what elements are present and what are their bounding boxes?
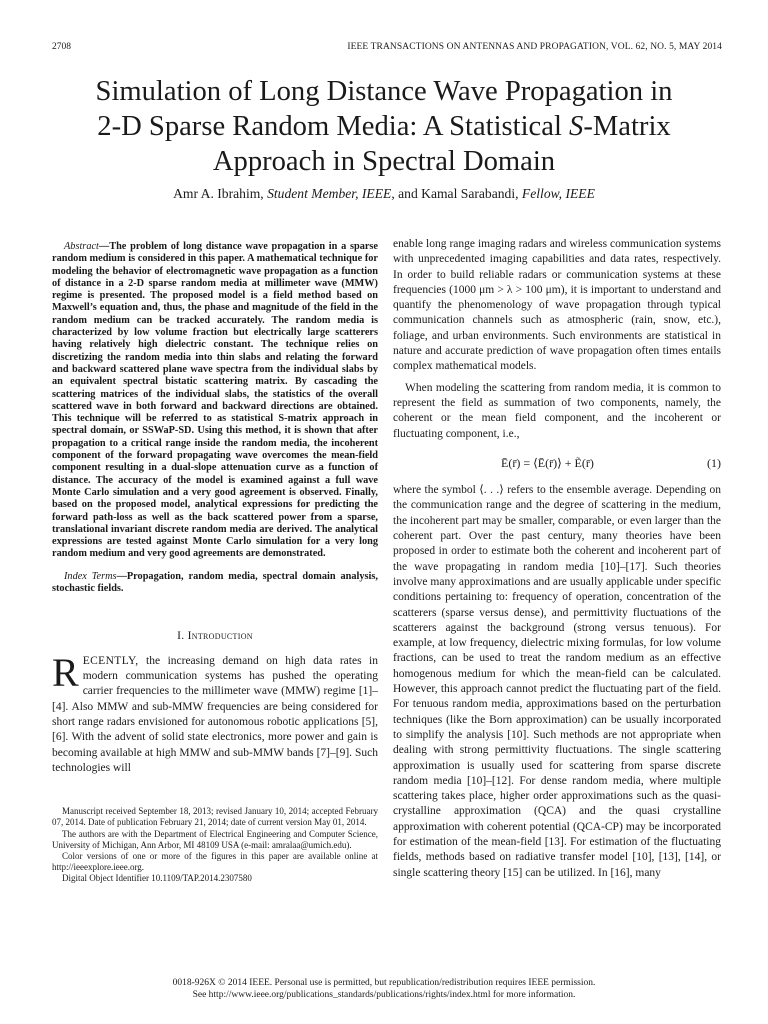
equation-expression: Ē(r̄) = ⟨Ē(r̄)⟩ + Ẽ(r̄) [501,455,594,470]
index-terms-lead: Index Terms [64,570,117,582]
section-heading-introduction [52,629,378,644]
footnote-manuscript: Manuscript received September 18, 2013; revised January 10, 2014; accepted February 07, 2014. Date of publication February 21, 2014; date of current version May 01, 2014. [52,806,378,828]
journal-running-header: IEEE TRANSACTIONS ON ANTENNAS AND PROPAGATION, VOL. 62, NO. 5, MAY 2014 [347,42,722,52]
abstract [52,241,378,561]
footnote-doi: Digital Object Identifier 10.1109/TAP.2014.2307580 [62,873,252,884]
paper-title [40,74,728,179]
title-line-2 [40,109,728,144]
footer-line-2: See http://www.ieee.org/publications_standards/publications/rights/index.html for more information. [192,990,576,1001]
drop-cap: R [52,649,79,695]
intro-paragraph [52,649,378,776]
intro-body: the increasing demand on high data rates in modern communication systems has pushed the operating carrier frequencies to the millimeter wave (MMW) regime [1]–[4]. Also MMW and sub-MMW frequencies are being considered for short range radars envisioned for autonomous robotic applications [5], [6]. With the advent of solid state electronics, more power and gain is becoming available at high MMW and sub-MMW bands [7]–[9]. Such technologies will [52,654,378,774]
right-column [393,237,721,881]
author-2-role: Fellow, IEEE [521,186,595,201]
footer-line-1: 0018-926X © 2014 IEEE. Personal use is permitted, but republication/redistribution requires IEEE permission. [172,978,596,988]
right-paragraph-3: where the symbol ⟨. . .⟩ refers to the ensemble average. Depending on the communication range and the degree of scattering in the medium, the incoherent part may be smaller, comparable, or even larger than the coherent part. Over the past century, many theories have been proposed in order to estimate both the coherent and incoherent part of the wave propagating in random media [10]–[17]. Such theories involve many approximations and are usually applicable under specific conditions pertaining to: frequency of operation, concentration of the scatterers (sparse versus dense), and permittivity fluctuations of the scatterers against the background (strong versus tenuous). For example, at low frequency, dielectric mixing formulas, for low volume fractions, can be used to treat the random medium as an effective homogenous medium for which the mean-field can be calculated. However, this approach cannot predict the fluctuating part of the field. For tenuous random media, approximations based on the perturbation techniques (like the Born approximation) can be usually incorporated to simplify the analysis [10]. Such methods are not appropriate when dealing with strong permittivity fluctuations. The single scattering approximation is usually used for scattering from sparse discrete random media [10]–[12]. For dense random media, where multiple scattering takes place, higher order approximations such as the quasi-crystalline approximation (QCA) and the quasi crystalline approximation with coherent potential (QCA-CP) may be incorporated for estimation of the mean-field [13]. For estimation of the fluctuating fields, methods based on radiative transfer model [10], [13], [14], or single scattering theory [15] can be utilized. In [16], many [393,484,721,879]
left-column [52,241,378,885]
equation-number: (1) [707,455,721,470]
author-1: Amr A. Ibrahim, [173,186,268,201]
title-line-2-s: S [569,111,584,142]
title-line-2-c: -Matrix [583,111,671,142]
abstract-lead: Abstract [64,241,99,252]
page-number: 2708 [52,42,71,52]
footnote-affiliation: The authors are with the Department of Electrical Engineering and Computer Science, University of Michigan, Ann Arbor, MI 48109 USA (e-mail: amralaa@umich.edu). [52,828,378,850]
title-line-3: Approach in Spectral Domain [212,146,556,177]
index-terms [52,571,378,596]
footnotes [52,806,378,884]
intro-first-word: ECENTLY, [82,654,139,667]
copyright-footer [40,977,728,1002]
right-paragraph-1: enable long range imaging radars and wireless communication systems with unprecedented imaging capabilities and data rates, respectively. In order to build reliable radars or communication systems at these frequencies (1000 μm > λ > 100 μm), it is important to understand and quantify the phenomenology of wave propagation through typical communication channels such as atmospheric (rain, snow, etc.), foliage, and urban environments. Such environments are statistical in nature and accurate prediction of wave propagation often times entails complex mathematical models. [393,238,721,373]
author-line [40,186,728,202]
index-terms-body: —Propagation, random media, spectral domain analysis, stochastic fields. [52,570,379,595]
footnote-color: Color versions of one or more of the figures in this paper are available online at http://ieeexplore.ieee.org. [52,851,378,873]
title-line-1: Simulation of Long Distance Wave Propagation in [95,76,673,107]
author-1-role: Student Member, IEEE [267,186,392,201]
title-line-2-a: 2-D Sparse Random Media: A Statistical [97,111,570,142]
abstract-body: —The problem of long distance wave propagation in a sparse random medium is considered in this paper. A mathematical technique for modeling the behavior of electromagnetic wave propagation as a function of distance in a 2-D sparse random media at millimeter wave (MMW) regime is presented. The proposed model is a field method based on Maxwell’s equation and, thus, the phase and magnitude of the field in the random medium can be tracked accurately. The random media is characterized by low volume fraction but electrically large scatterers having relatively high dielectric constant. The technique relies on discretizing the random media into thin slabs and relating the forward and backward scattered plane wave spectra from the individual slabs by an equivalent spectral bistatic scattering matrix. By cascading the scattering matrices of the individual slabs, the statistics of the overall scattered wave in both forward and backward directions are obtained. This technique will be referred to as statistical S-matrix approach in spectral domain, or SSWaP-SD. Using this method, it is shown that after propagation to a critical range inside the random media, the incoherent component of the forward propagating wave overcomes the mean-field component resulting in a dual-slope attenuation curve as a function of distance. The accuracy of the model is examined against a full wave Monte Carlo simulation and a very good agreement is observed. Finally, based on the proposed model, analytical expressions for predicting the forward path-loss as well as the back scattered power from a sparse, translational invariant discrete random media are derived. The analytical expressions are tested against Monte Carlo simulation for a very long random medium and very good agreements are demonstrated. [52,241,378,560]
author-separator: , and Kamal Sarabandi, [391,186,522,201]
section-title: Introduction [187,630,253,643]
equation-1 [393,456,721,471]
section-numeral: I. [177,630,188,643]
right-paragraph-2: When modeling the scattering from random media, it is common to represent the field as summation of two components, namely, the coherent or the mean field component, and the incoherent or fluctuating component, i.e., [393,381,721,440]
